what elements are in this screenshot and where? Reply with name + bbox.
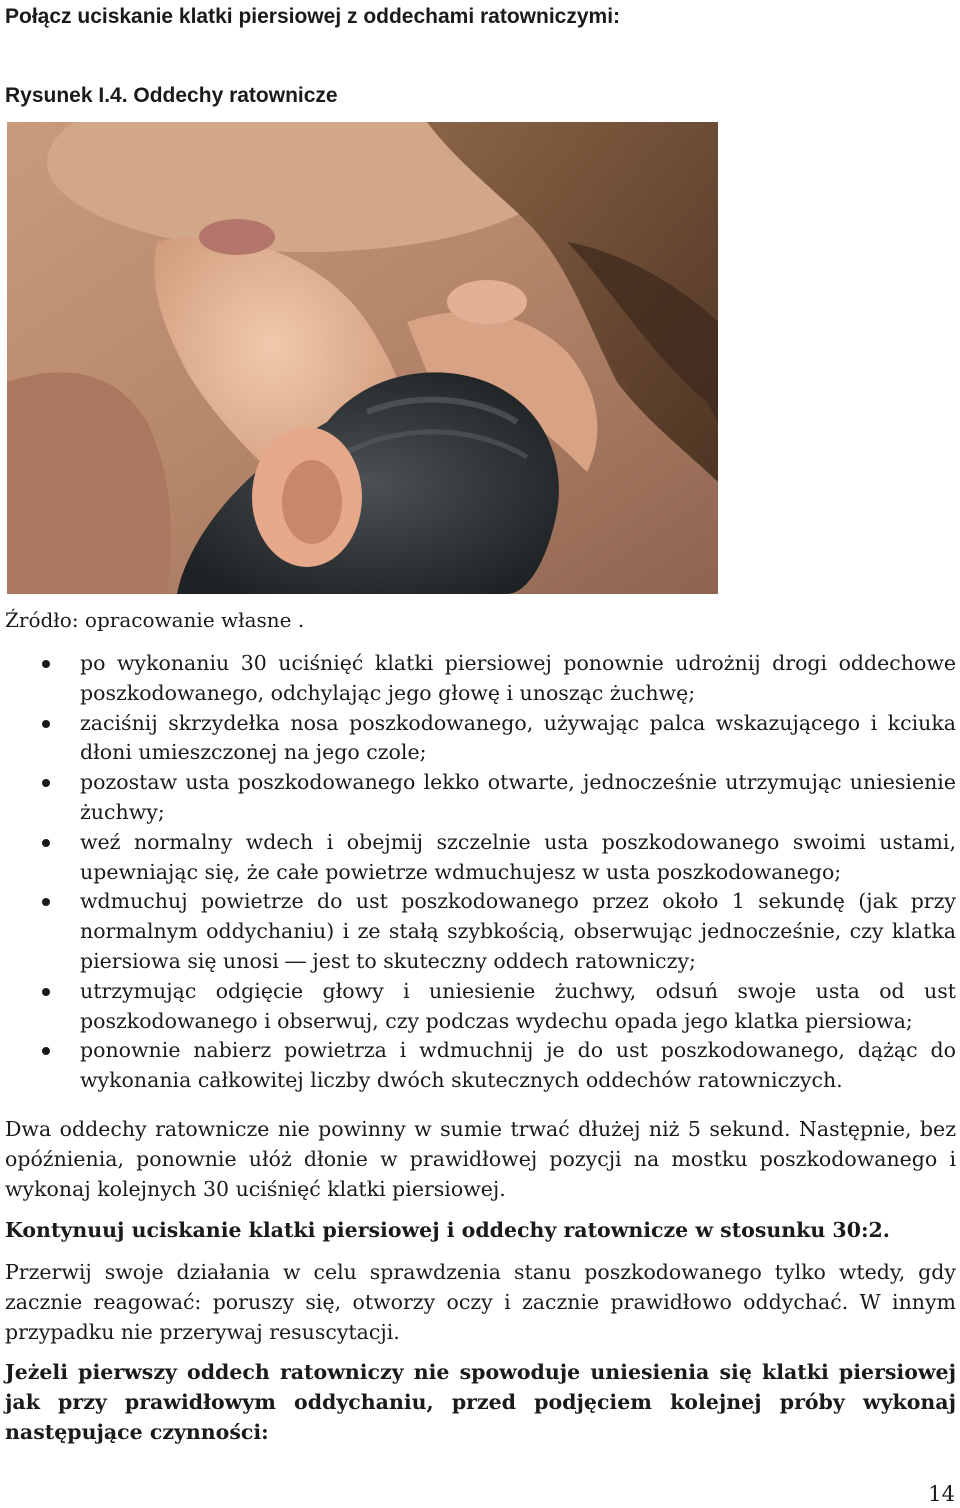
- list-item: wdmuchuj powietrze do ust poszkodowanego przez około 1 sekundę (jak przy normalnym oddychaniu) i ze stałą szybkością, obserwując jednocześnie, czy klatka piersiowa się unosi ― jest to skuteczny oddech ratowniczy;: [0, 887, 956, 976]
- list-item: po wykonaniu 30 uciśnięć klatki piersiowej ponownie udrożnij drogi oddechowe poszkodowanego, odchylając jego głowę i unosząc żuchwę;: [0, 649, 956, 709]
- bullet-icon: [42, 660, 50, 668]
- bullet-icon: [42, 839, 50, 847]
- bullet-icon: [42, 988, 50, 996]
- paragraph-timing: Dwa oddechy ratownicze nie powinny w sumie trwać dłużej niż 5 sekund. Następnie, bez opóźnienia, ponownie ułóż dłonie w prawidłowej pozycji na mostku poszkodowanego i wykonaj kolejnych 30 uciśnięć klatki piersiowej.: [5, 1117, 956, 1201]
- paragraph-interrupt: Przerwij swoje działania w celu sprawdzenia stanu poszkodowanego tylko wtedy, gdy zacznie reagować: poruszy się, otworzy oczy i zacznie prawidłowo oddychać. W innym przypadku nie przerywaj resuscytacji.: [5, 1260, 956, 1344]
- bullet-icon: [42, 720, 50, 728]
- steps-list: [0, 649, 956, 1096]
- list-item: zaciśnij skrzydełka nosa poszkodowanego, używając palca wskazującego i kciuka dłoni umieszczonej na jego czole;: [0, 709, 956, 769]
- list-item: weź normalny wdech i obejmij szczelnie usta poszkodowanego swoimi ustami, upewniając się, że całe powietrze wdmuchujesz w usta poszkodowanego;: [0, 828, 956, 888]
- page-number: 14: [928, 1482, 955, 1506]
- bullet-icon: [42, 898, 50, 906]
- paragraph-failed-breath: Jeżeli pierwszy oddech ratowniczy nie spowoduje uniesienia się klatki piersiowej jak przy prawidłowym oddychaniu, przed podjęciem kolejnej próby wykonaj następujące czynności:: [5, 1360, 956, 1444]
- bullet-icon: [42, 779, 50, 787]
- bullet-icon: [42, 1047, 50, 1055]
- list-item: pozostaw usta poszkodowanego lekko otwarte, jednocześnie utrzymując uniesienie żuchwy;: [0, 768, 956, 828]
- section-lead: Połącz uciskanie klatki piersiowej z oddechami ratowniczymi:: [5, 5, 621, 28]
- list-item: utrzymując odgięcie głowy i uniesienie żuchwy, odsuń swoje usta od ust poszkodowanego i obserwuj, czy podczas wydechu opada jego klatka piersiowa;: [0, 977, 956, 1037]
- figure-source: Źródło: opracowanie własne .: [5, 608, 305, 632]
- list-item: ponownie nabierz powietrza i wdmuchnij je do ust poszkodowanego, dążąc do wykonania całkowitej liczby dwóch skutecznych oddechów ratowniczych.: [0, 1036, 956, 1096]
- figure-caption: Rysunek I.4. Oddechy ratownicze: [5, 84, 338, 107]
- paragraph-ratio: Kontynuuj uciskanie klatki piersiowej i oddechy ratownicze w stosunku 30:2.: [5, 1218, 890, 1242]
- figure-photo-rescue-breaths: [7, 122, 718, 594]
